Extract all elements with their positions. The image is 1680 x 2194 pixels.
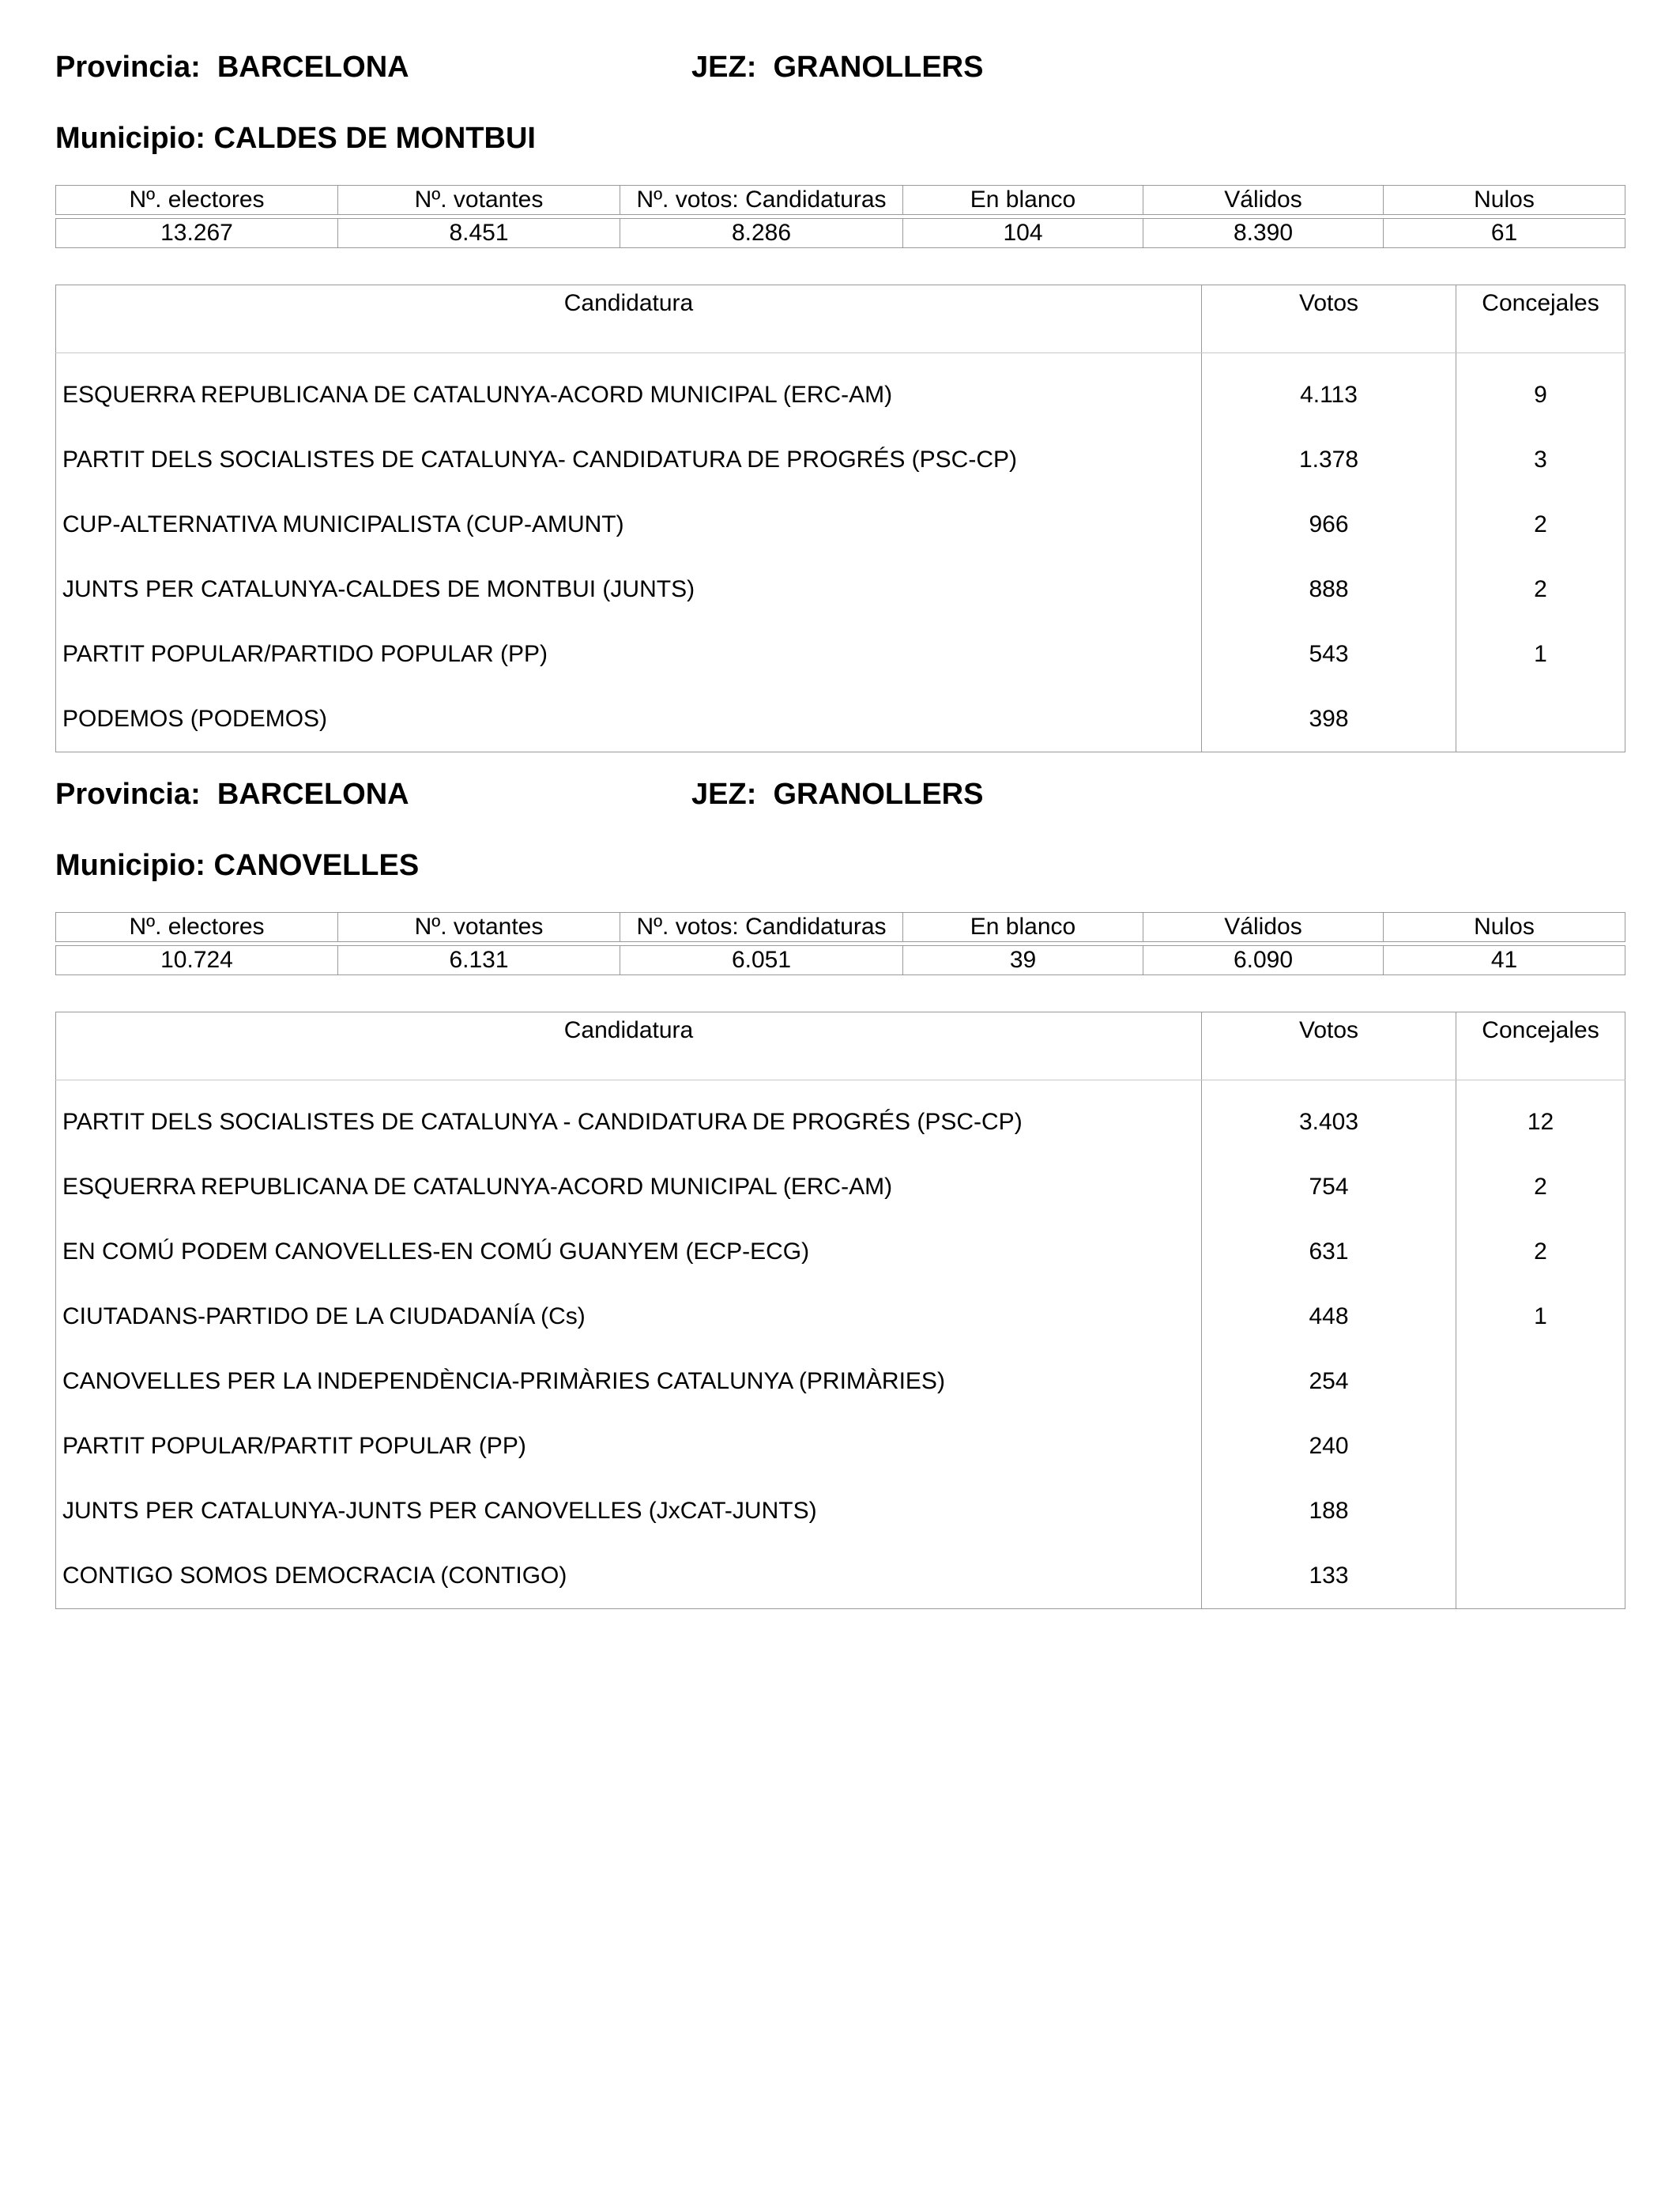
candidates-header-row <box>56 285 1625 353</box>
table-row <box>56 1155 1625 1220</box>
summary-header-cell: Nº. votantes <box>338 913 620 942</box>
candidate-votes: 754 <box>1202 1155 1456 1220</box>
municipio-heading: Municipio: CANOVELLES <box>55 849 420 882</box>
candidate-votes: 398 <box>1202 687 1456 752</box>
summary-value-cell: 6.090 <box>1143 946 1384 975</box>
candidate-seats: 1 <box>1534 1303 1547 1329</box>
candidate-seats <box>1456 1414 1625 1479</box>
candidate-seats: 9 <box>1534 382 1547 408</box>
summary-value-cell: 41 <box>1384 946 1625 975</box>
summary-value-row <box>56 946 1625 975</box>
candidate-seats: 2 <box>1534 1174 1547 1200</box>
table-row <box>56 622 1625 687</box>
candidates-header-row <box>56 1012 1625 1080</box>
candidates-table <box>55 1012 1625 1609</box>
candidate-votes: 188 <box>1202 1479 1456 1544</box>
candidate-seats <box>1456 1349 1625 1414</box>
table-row <box>56 1544 1625 1609</box>
table-row <box>56 1479 1625 1544</box>
summary-header-cell: Nº. electores <box>56 186 338 215</box>
candidate-votes: 254 <box>1202 1349 1456 1414</box>
table-row <box>56 1284 1625 1349</box>
table-row <box>56 1080 1625 1155</box>
summary-value-cell: 6.131 <box>338 946 620 975</box>
candidatura-header: Candidatura <box>56 1012 1202 1080</box>
summary-value-cell: 61 <box>1384 219 1625 248</box>
candidate-seats: 2 <box>1534 511 1547 537</box>
candidate-name: CANOVELLES PER LA INDEPENDÈNCIA-PRIMÀRIES CATALUNYA (PRIMÀRIES) <box>56 1349 1202 1414</box>
summary-table <box>55 912 1625 975</box>
candidate-votes: 1.378 <box>1202 428 1456 492</box>
table-row <box>56 687 1625 752</box>
candidate-votes: 543 <box>1202 622 1456 687</box>
table-row <box>56 557 1625 622</box>
candidate-seats <box>1456 687 1625 752</box>
candidate-seats: 2 <box>1534 576 1547 602</box>
summary-value-cell: 13.267 <box>56 219 338 248</box>
candidate-name: PODEMOS (PODEMOS) <box>56 687 1202 752</box>
candidate-name: PARTIT POPULAR/PARTIDO POPULAR (PP) <box>56 622 1202 687</box>
votos-header: Votos <box>1202 285 1456 353</box>
summary-header-cell: Válidos <box>1143 913 1384 942</box>
candidate-name: PARTIT DELS SOCIALISTES DE CATALUNYA - CANDIDATURA DE PROGRÉS (PSC-CP) <box>56 1080 1202 1155</box>
municipio-heading: Municipio: CALDES DE MONTBUI <box>55 122 536 155</box>
table-row <box>56 353 1625 428</box>
summary-header-cell: Nº. electores <box>56 913 338 942</box>
summary-value-cell: 8.286 <box>620 219 903 248</box>
candidate-votes: 3.403 <box>1202 1080 1456 1155</box>
table-row <box>56 492 1625 557</box>
candidate-name: JUNTS PER CATALUNYA-JUNTS PER CANOVELLES (JxCAT-JUNTS) <box>56 1479 1202 1544</box>
summary-value-cell: 8.451 <box>338 219 620 248</box>
summary-header-row <box>56 186 1625 215</box>
municipality-section-caldes <box>55 47 1625 743</box>
summary-header-cell: Válidos <box>1143 186 1384 215</box>
summary-header-cell: Nº. votos: Candidaturas <box>620 913 903 942</box>
summary-value-cell: 8.390 <box>1143 219 1384 248</box>
summary-header-cell: Nº. votantes <box>338 186 620 215</box>
candidate-votes: 133 <box>1202 1544 1456 1609</box>
summary-header-cell: Nulos <box>1384 913 1625 942</box>
table-row <box>56 1220 1625 1284</box>
candidatura-header: Candidatura <box>56 285 1202 353</box>
candidate-name: JUNTS PER CATALUNYA-CALDES DE MONTBUI (JUNTS) <box>56 557 1202 622</box>
candidate-seats <box>1456 1544 1625 1609</box>
candidate-name: CIUTADANS-PARTIDO DE LA CIUDADANÍA (Cs) <box>56 1284 1202 1349</box>
candidate-seats: 2 <box>1534 1238 1547 1265</box>
candidates-table <box>55 285 1625 752</box>
candidate-votes: 240 <box>1202 1414 1456 1479</box>
table-row <box>56 1414 1625 1479</box>
candidate-name: CUP-ALTERNATIVA MUNICIPALISTA (CUP-AMUNT) <box>56 492 1202 557</box>
municipality-section-canovelles <box>55 775 1625 1628</box>
candidate-name: ESQUERRA REPUBLICANA DE CATALUNYA-ACORD MUNICIPAL (ERC-AM) <box>56 1155 1202 1220</box>
candidate-seats: 3 <box>1534 447 1547 473</box>
candidate-votes: 631 <box>1202 1220 1456 1284</box>
summary-value-cell: 39 <box>903 946 1143 975</box>
summary-value-cell: 10.724 <box>56 946 338 975</box>
candidate-name: CONTIGO SOMOS DEMOCRACIA (CONTIGO) <box>56 1544 1202 1609</box>
summary-table <box>55 185 1625 248</box>
provincia-heading: Provincia: BARCELONA <box>55 778 409 811</box>
candidate-name: PARTIT DELS SOCIALISTES DE CATALUNYA- CANDIDATURA DE PROGRÉS (PSC-CP) <box>56 428 1202 492</box>
candidate-seats: 1 <box>1534 641 1547 667</box>
candidate-name: PARTIT POPULAR/PARTIT POPULAR (PP) <box>56 1414 1202 1479</box>
jez-heading: JEZ: GRANOLLERS <box>691 778 984 811</box>
candidate-votes: 966 <box>1202 492 1456 557</box>
table-row <box>56 428 1625 492</box>
concejales-header: Concejales <box>1456 1012 1625 1080</box>
jez-heading: JEZ: GRANOLLERS <box>691 51 984 84</box>
summary-value-cell: 104 <box>903 219 1143 248</box>
summary-value-cell: 6.051 <box>620 946 903 975</box>
candidate-votes: 4.113 <box>1202 353 1456 428</box>
candidate-name: EN COMÚ PODEM CANOVELLES-EN COMÚ GUANYEM (ECP-ECG) <box>56 1220 1202 1284</box>
votos-header: Votos <box>1202 1012 1456 1080</box>
summary-header-cell: En blanco <box>903 186 1143 215</box>
candidate-votes: 888 <box>1202 557 1456 622</box>
candidate-votes: 448 <box>1202 1284 1456 1349</box>
summary-header-cell: Nº. votos: Candidaturas <box>620 186 903 215</box>
summary-header-cell: En blanco <box>903 913 1143 942</box>
summary-header-row <box>56 913 1625 942</box>
candidate-seats <box>1456 1479 1625 1544</box>
candidate-name: ESQUERRA REPUBLICANA DE CATALUNYA-ACORD MUNICIPAL (ERC-AM) <box>56 353 1202 428</box>
table-row <box>56 1349 1625 1414</box>
summary-value-row <box>56 219 1625 248</box>
concejales-header: Concejales <box>1456 285 1625 353</box>
summary-header-cell: Nulos <box>1384 186 1625 215</box>
candidate-seats: 12 <box>1527 1109 1554 1135</box>
provincia-heading: Provincia: BARCELONA <box>55 51 409 84</box>
